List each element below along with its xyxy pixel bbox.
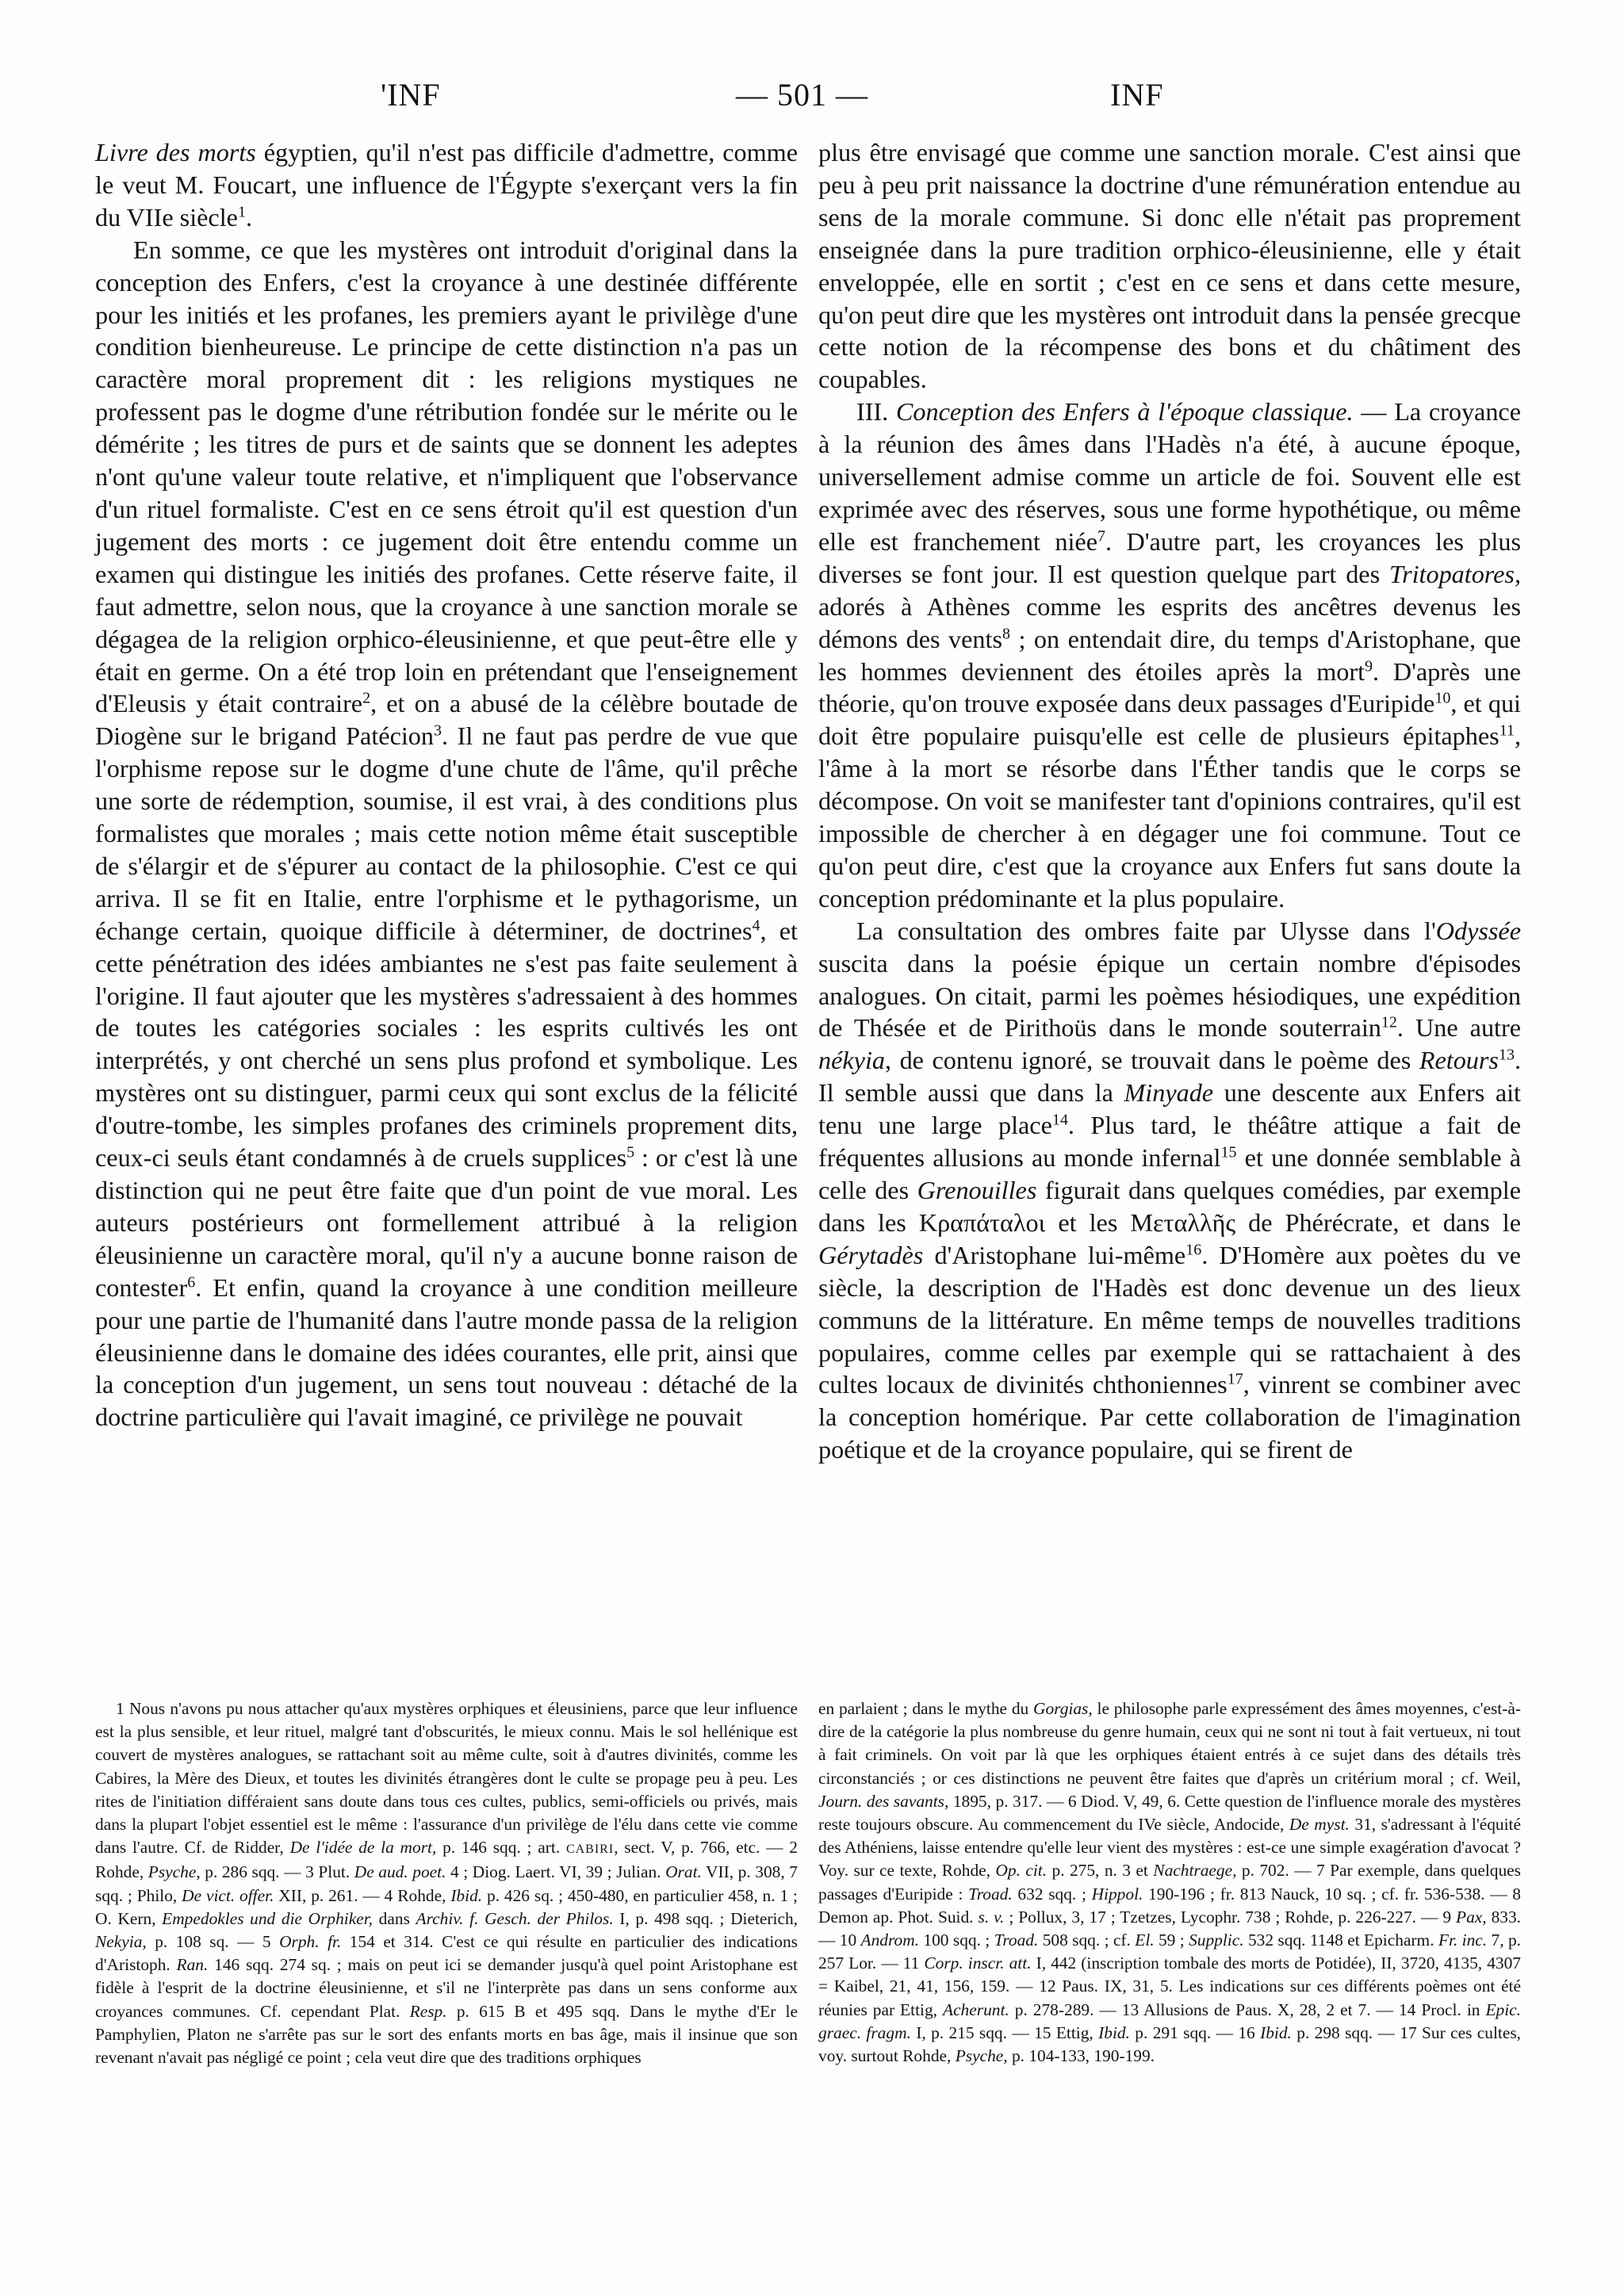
citation-italic: Corp. inscr. att. <box>924 1954 1032 1973</box>
citation-italic: Gorgias, <box>1033 1699 1093 1718</box>
title-italic: Retours <box>1419 1046 1499 1075</box>
text-run: VII, p. 308, 7 sqq. ; Philo, <box>95 1862 798 1905</box>
footnote-ref: 2 <box>362 689 371 707</box>
text-run: p. 278-289. — 13 Allusions de Paus. X, 28, 2 et 7. — 14 Procl. in <box>1009 1999 1486 2019</box>
text-run: 146 sqq. 274 sq. ; mais on peut ici se demander jusqu'à quel point Aristophane est fidèle à l'esprit de la doctrine éleusinienne, et s'il ne l'interprète pas dans un sens conforme aux croyances communes. Cf. cependant Plat. <box>95 1955 798 2021</box>
text-run: , et cette pénétration des idées ambiantes ne s'est pas faite seulement à l'origine. Il faut ajouter que les mystères s'adressaient à des hommes de toutes les catégories sociales : les esprits cultivés les ont interprétés, y ont cherché un sens plus profond et symbolique. Les mystères ont su distinguer, parmi ceux qui sont exclus de la félicité d'outre-tombe, les simples profanes des criminels proprement dits, ceux-ci seuls étant condamnés à de cruels supplices <box>95 916 798 1173</box>
title-italic: Tritopatores, <box>1388 559 1521 588</box>
text-run: figurait dans quelques comédies, par exemple dans les Κραπάταλοι et les Μεταλλῆς de Phérécrate, et dans le <box>818 1176 1521 1237</box>
citation-italic: Fr. inc. <box>1438 1931 1488 1950</box>
text-run: 100 sqq. ; <box>919 1931 994 1950</box>
footnotes-right <box>818 1697 1521 2068</box>
text-run: ; Pollux, 3, 17 ; Tzetzes, Lycophr. 738 ; Rohde, p. 226-227. — 9 <box>1004 1907 1456 1927</box>
text-run: 31, s'adressant à l'équité des Athéniens, laisse entendre qu'elle leur vient des mystères : est-ce une simple exagération d'avocat ? Voy. sur ce texte, Rohde, <box>818 1815 1521 1881</box>
text-run: . D'après une théorie, qu'on trouve exposée dans deux passages d'Euripide <box>818 656 1521 718</box>
citation-italic: De l'idée de la mort, <box>289 1838 437 1858</box>
text-run: . D'Homère aux poètes du ve siècle, la description de l'Hadès est donc devenue un des lieux communs de la littérature. En même temps de nouvelles traditions populaires, comme celles par exemple qui se rattachaient à des cultes locaux de divinités chthoniennes <box>818 1240 1522 1399</box>
paragraph <box>818 136 1521 396</box>
text-run: p. 615 B et 495 sqq. Dans le mythe d'Er le Pamphylien, Platon ne s'arrête pas sur le sort des enfants morts en bas âge, mais il insinue que son revenant n'avait pas négligé ce point ; cela veut dire que des traditions orphiques <box>95 2001 798 2068</box>
citation-italic: De vict. offer. <box>182 1885 274 1905</box>
paragraph <box>95 136 798 234</box>
title-italic: Minyade <box>1124 1078 1214 1108</box>
text-run: en parlaient ; dans le mythe du <box>818 1699 1034 1718</box>
text-run: I, 442 (inscription tombale des morts de Potidée), II, 3720, 4135, 4307 = Kaibel, 21, 41, 156, 159. — 12 Paus. IX, 31, 5. Les indications sur ces différents poèmes ont été réunies par Ettig, <box>818 1954 1522 2019</box>
text-run: 508 sqq. ; cf. <box>1038 1931 1136 1950</box>
citation-italic: El. <box>1135 1931 1155 1950</box>
text-run: . Il ne faut pas perdre de vue que l'orphisme repose sur le dogme d'une chute de l'âme, qu'il prêche une sorte de rédemption, soumise, il est vrai, à des conditions plus formalistes que morales ; mais cette notion même était susceptible de s'élargir et de s'épurer au contact de la philosophie. C'est ce qui arriva. Il se fit en Italie, entre l'orphisme et le pythagorisme, un échange certain, quoique difficile à déterminer, de doctrines <box>95 721 799 945</box>
citation-italic: Psyche, <box>147 1862 201 1882</box>
footnote-ref: 15 <box>1220 1143 1237 1161</box>
text-run: p. 426 sq. ; 450-480, en particulier 458, n. 1 ; O. Kern, <box>95 1885 798 1928</box>
text-run: d'Aristophane lui-même <box>923 1240 1186 1269</box>
footnotes-left <box>95 1697 798 2069</box>
text-run: , vinrent se combiner avec la conception homérique. Par cette collaboration de l'imagination poétique et de la croyance populaire, qui se firent de <box>818 1370 1521 1464</box>
citation-italic: Orph. fr. <box>279 1932 342 1952</box>
text-run: 154 et 314. C'est ce qui résulte en particulier des indications d'Aristoph. <box>95 1932 798 1975</box>
text-run: 190-196 ; fr. 813 Nauck, 10 sq. ; cf. fr. 536-538. — 8 Demon ap. Phot. Suid. <box>818 1884 1522 1927</box>
right-column <box>818 136 1521 1466</box>
footnote-ref: 14 <box>1051 1111 1068 1129</box>
paragraph <box>818 396 1521 915</box>
citation-italic: De aud. poet. <box>354 1862 446 1882</box>
title-italic: nékyia <box>818 1046 885 1075</box>
citation-italic: Orat. <box>665 1862 702 1882</box>
citation-italic: Nachtraege, <box>1153 1861 1237 1881</box>
citation-italic: Archiv. f. Gesch. der Philos. <box>416 1908 614 1928</box>
footnote-ref: 10 <box>1434 689 1451 707</box>
footnote-ref: 5 <box>626 1143 635 1161</box>
footnote-ref: 16 <box>1185 1241 1202 1259</box>
text-run: . Il semble aussi que dans la <box>818 1046 1521 1108</box>
running-head-left: 'INF <box>381 77 441 113</box>
text-run: p. 108 sq. — 5 <box>146 1932 280 1952</box>
citation-italic: Ibid. <box>1260 2022 1292 2042</box>
text-run: adorés à Athènes comme les esprits des ancêtres devenus les démons des vents <box>818 591 1521 653</box>
text-run: dans <box>373 1908 416 1928</box>
running-head-right: INF <box>1110 77 1164 113</box>
small-caps-ref: CABIRI <box>565 1843 615 1857</box>
text-run: p. 104-133, 190-199. <box>1007 2046 1155 2066</box>
title-italic: Livre des morts <box>95 138 256 166</box>
text-run: p. 291 sqq. — 16 <box>1129 2022 1261 2042</box>
citation-italic: Ran. <box>176 1955 209 1975</box>
text-run: La consultation des ombres faite par Ulysse dans l' <box>856 916 1436 945</box>
text-run: 7, p. 257 Lor. — 11 <box>818 1931 1521 1973</box>
citation-italic: Resp. <box>409 2001 447 2021</box>
citation-italic: Psyche, <box>955 2046 1008 2066</box>
text-run: I, p. 215 sqq. — 15 Ettig, <box>910 2022 1099 2042</box>
footnote-ref: 12 <box>1381 1013 1397 1031</box>
citation-italic: Acherunt. <box>943 1999 1009 2019</box>
section-title: Conception des Enfers à l'époque classique. <box>895 397 1354 427</box>
text-run: égyptien, qu'il n'est pas difficile d'admettre, comme le veut M. Foucart, une influence de l'Égypte s'exerçant vers la fin du VIIe siècle <box>95 138 798 232</box>
text-run: — La croyance à la réunion des âmes dans l'Hadès n'a été, à aucune époque, universellement admise comme un article de foi. Souvent elle est exprimée avec des réserves, sous une forme hypothétique, ou même elle est franchement niée <box>818 397 1521 556</box>
page-number: — 501 — <box>736 77 868 113</box>
text-run: . Une autre <box>1396 1013 1522 1043</box>
text-run: 632 sqq. ; <box>1012 1884 1092 1904</box>
footnote-ref: 4 <box>752 916 760 935</box>
footnote-ref: 17 <box>1227 1370 1243 1388</box>
footnote-block <box>818 1697 1521 2068</box>
text-run: 833. — 10 <box>818 1907 1521 1950</box>
citation-italic: Ibid. <box>1098 2022 1130 2042</box>
citation-italic: Op. cit. <box>995 1861 1048 1881</box>
text-run: le philosophe parle expressément des âmes moyennes, c'est-à-dire de la catégorie la plus nombreuse du genre humain, ceux qui ne sont ni tout à fait vertueux, ni tout à fait criminels. On voit par là que les orphiques étaient entrés à ce sujet dans des détails très circonstanciés ; or ces distinctions ne peuvent être faites que d'après un critérium moral ; cf. Weil, <box>818 1699 1521 1788</box>
text-run: p. 146 sqq. ; art. <box>436 1838 566 1858</box>
text-run: : or c'est là une distinction qui ne peut être faite que d'un point de vue moral. Les auteurs postérieurs ont formellement attribué à la religion éleusinienne un caractère moral, qu'il n'y a aucune bonne raison de contester <box>95 1143 798 1302</box>
text-run: ; on entendait dire, du temps d'Aristophane, que les hommes deviennent des étoiles après la mort <box>818 624 1521 686</box>
text-run: En somme, ce que les mystères ont introduit d'original dans la conception des Enfers, c'est la croyance à une destinée différente pour les initiés et les profanes, les premiers ayant le privilège d'une condition bienheureuse. Le principe de cette distinction n'a pas un caractère moral proprement dit : les religions mystiques ne professent pas le dogme d'une rétribution fondée sur le mérite ou le démérite ; les titres de purs et de saints que se donnent les adeptes n'ont qu'une valeur toute relative, et n'impliquent que l'observance d'un rituel formaliste. C'est en ce sens étroit qu'il est question d'un jugement des morts : ce jugement doit être entendu comme un examen qui distingue les initiés des profanes. Cette réserve faite, il faut admettre, selon nous, que la croyance à une sanction morale se dégagea de la religion orphico-éleusinienne, et que peut-être elle y était en germe. On a été trop loin en prétendant que l'enseignement d'Eleusis y était contraire <box>95 235 798 718</box>
footnote-ref: 1 <box>237 203 246 221</box>
text-run: , de contenu ignoré, se trouvait dans le poème des <box>885 1046 1419 1075</box>
title-italic: Gérytadès <box>818 1240 924 1269</box>
text-run: 1 Nous n'avons pu nous attacher qu'aux mystères orphiques et éleusiniens, parce que leur influence est la plus sensible, et leur rituel, malgré tant d'obscurités, le mieux connu. Mais le sol hellénique est couvert de mystères analogues, se rattachant soit au même culte, soit à d'autres divinités, comme les Cabires, la Mère des Dieux, et toutes les divinités étrangères dont le culte se propage peu à peu. Les rites de l'initiation différaient sans doute dans tous ces cultes, publics, semi-officiels ou privés, mais dans la plupart l'objet essentiel est le même : l'assurance d'un privilège de l'élu dans cette vie comme dans l'autre. Cf. de Ridder, <box>95 1699 798 1858</box>
text-run: plus être envisagé que comme une sanction morale. C'est ainsi que peu à peu prit naissance la doctrine d'une rémunération entendue au sens de la morale commune. Si donc elle n'était pas proprement enseignée dans la pure tradition orphico-éleusinienne, elle y était enveloppée, elle en sortit ; c'est en ce sens et dans cette mesure, qu'on peut dire que les mystères ont introduit dans la pensée grecque cette notion de la récompense des bons et du châtiment des coupables. <box>818 138 1521 394</box>
footnote-ref: 11 <box>1499 721 1515 740</box>
text-run: 59 ; <box>1154 1931 1189 1950</box>
text-run: 532 sqq. 1148 et Epicharm. <box>1243 1931 1438 1950</box>
citation-italic: s. v. <box>978 1907 1005 1927</box>
text-run: I, p. 498 sqq. ; Dieterich, <box>613 1908 798 1928</box>
left-column <box>95 136 798 1433</box>
footnote-ref: 7 <box>1097 527 1105 545</box>
footnote-block <box>95 1697 798 2069</box>
citation-italic: Troad. <box>994 1931 1039 1950</box>
paragraph <box>95 234 798 1434</box>
text-run: 4 ; Diog. Laert. VI, 39 ; Julian. <box>446 1862 666 1882</box>
footnote-ref: 3 <box>434 721 442 740</box>
section-number: III. <box>856 397 896 427</box>
citation-italic: Androm. <box>860 1931 920 1950</box>
text-run: une descente aux Enfers ait tenu une large place <box>818 1078 1521 1140</box>
text-run: XII, p. 261. — 4 Rohde, <box>274 1885 451 1905</box>
citation-italic: Troad. <box>968 1884 1013 1904</box>
text-run: , l'âme à la mort se résorbe dans l'Éther tandis que le corps se décompose. On voit se manifester tant d'opinions contraires, qu'il est impossible de chercher à en dégager une foi commune. Tout ce qu'on peut dire, c'est que la croyance aux Enfers fut sans doute la conception prédominante et la plus populaire. <box>818 721 1521 913</box>
citation-italic: Pax, <box>1456 1907 1487 1927</box>
text-run: , et qui doit être populaire puisqu'elle est celle de plusieurs épitaphes <box>818 689 1521 751</box>
text-run: . Plus tard, le théâtre attique a fait de fréquentes allusions au monde infernal <box>818 1111 1521 1173</box>
text-run: , et on a abusé de la célèbre boutade de Diogène sur le brigand Patécion <box>95 689 798 751</box>
citation-italic: De myst. <box>1289 1815 1350 1835</box>
citation-italic: Nekyia, <box>95 1932 147 1952</box>
footnote-ref: 13 <box>1498 1046 1515 1064</box>
text-run: p. 275, n. 3 et <box>1047 1861 1154 1881</box>
text-run: , sect. V, p. 766, etc. — 2 Rohde, <box>95 1838 798 1882</box>
paragraph <box>818 915 1521 1466</box>
text-run: 1895, p. 317. — 6 Diod. V, 49, 6. Cette question de l'influence morale des mystères reste toujours obscure. Au commencement du IVe siècle, Andocide, <box>818 1791 1521 1835</box>
citation-italic: Supplic. <box>1189 1931 1244 1950</box>
citation-italic: Empedokles und die Orphiker, <box>162 1908 373 1928</box>
text-run: p. 286 sqq. — 3 Plut. <box>200 1862 354 1882</box>
footnote-ref: 6 <box>187 1272 196 1291</box>
footnote-ref: 9 <box>1365 656 1373 675</box>
citation-italic: Ibid. <box>450 1885 483 1905</box>
citation-italic: Journ. des savants, <box>818 1791 949 1811</box>
text-run: p. 298 sqq. — 17 Sur ces cultes, voy. surtout Rohde, <box>818 2022 1522 2066</box>
citation-italic: Epic. graec. fragm. <box>818 1999 1521 2042</box>
text-run: . D'autre part, les croyances les plus diverses se font jour. Il est question quelque part des <box>818 526 1521 588</box>
text-run: . <box>245 202 252 232</box>
text-run: . Et enfin, quand la croyance à une condition meilleure pour une partie de l'humanité dans l'autre monde passa de la religion éleusinienne dans le domaine des idées courantes, elle prit, ainsi que la conception d'un jugement, un sens tout nouveau : détaché de la doctrine particulière qui l'avait imaginé, ce privilège ne pouvait <box>95 1272 798 1432</box>
title-italic: Odyssée <box>1435 916 1521 945</box>
citation-italic: Hippol. <box>1091 1884 1143 1904</box>
text-run: p. 702. — 7 Par exemple, dans quelques passages d'Euripide : <box>818 1861 1521 1904</box>
footnote-ref: 8 <box>1002 624 1010 642</box>
title-italic: Grenouilles <box>917 1176 1037 1204</box>
text-run: suscita dans la poésie épique un certain nombre d'épisodes analogues. On citait, parmi les poèmes hésiodiques, une expédition de Thésée et de Pirithoüs dans le monde souterrain <box>818 948 1521 1043</box>
text-run: et une donnée semblable à celle des <box>818 1143 1521 1204</box>
